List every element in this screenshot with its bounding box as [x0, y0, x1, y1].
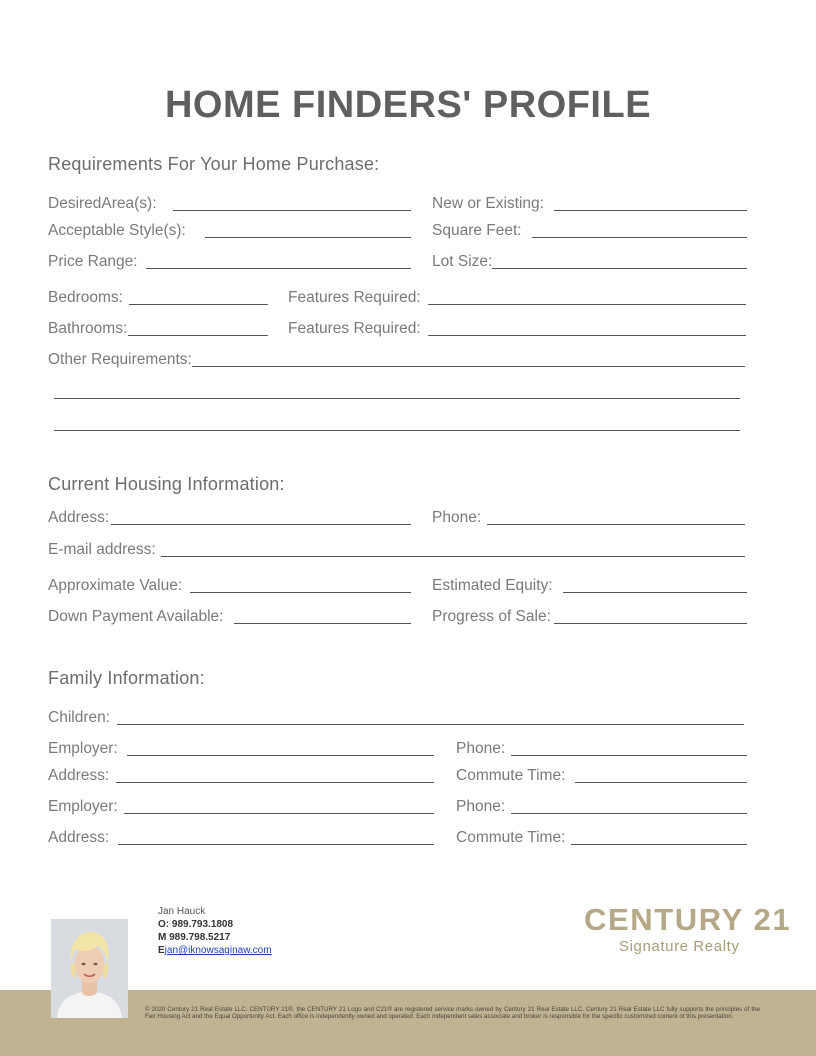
email-label: E-mail address:: [48, 541, 156, 558]
family-phone-field-1[interactable]: [511, 755, 747, 756]
legal-disclaimer: © 2020 Century 21 Real Estate LLC. CENTURY 21®, the CENTURY 21 Logo and C21® are registered service marks owned by Century 21 Real Estate LLC. Century 21 Real Estate LLC fully supports the principles of the Fair Housing Act and the Equal Opportunity Act. Each office is independently owned and operated. Each independent sales associate and broker is responsible for the specific customized content of this presentation.: [145, 1006, 760, 1021]
family-address-field-1[interactable]: [116, 782, 434, 783]
features-required-label-2: Features Required:: [288, 320, 421, 337]
children-field[interactable]: [117, 724, 744, 725]
century21-logo: CENTURY 21: [584, 902, 792, 937]
family-address-field-2[interactable]: [118, 844, 434, 845]
address-field[interactable]: [111, 524, 411, 525]
family-heading: Family Information:: [48, 668, 205, 688]
approximate-value-field[interactable]: [190, 592, 411, 593]
desired-area-field[interactable]: [173, 210, 411, 211]
employer-field-1[interactable]: [127, 755, 434, 756]
current-housing-heading: Current Housing Information:: [48, 474, 285, 494]
features-required-field-2[interactable]: [428, 335, 746, 336]
family-phone-label-2: Phone:: [456, 798, 506, 815]
new-or-existing-label: New or Existing:: [432, 195, 544, 212]
brand-subtitle: Signature Realty: [619, 938, 740, 955]
phone-label: Phone:: [432, 509, 482, 526]
square-feet-label: Square Feet:: [432, 222, 522, 239]
agent-photo: [51, 919, 128, 1018]
agent-email-row: [158, 945, 272, 956]
bathrooms-field[interactable]: [128, 335, 268, 336]
family-address-label-1: Address:: [48, 767, 110, 784]
estimated-equity-label: Estimated Equity:: [432, 577, 553, 594]
features-required-label-1: Features Required:: [288, 289, 421, 306]
family-address-label-2: Address:: [48, 829, 110, 846]
bedrooms-field[interactable]: [129, 304, 268, 305]
commute-time-field-1[interactable]: [575, 782, 747, 783]
other-requirements-line-2[interactable]: [54, 398, 740, 399]
commute-time-label-1: Commute Time:: [456, 767, 566, 784]
employer-label-1: Employer:: [48, 740, 118, 757]
agent-portrait-image: [51, 919, 128, 1018]
agent-office-phone-text: O: 989.793.1808: [158, 919, 234, 930]
family-phone-field-2[interactable]: [511, 813, 747, 814]
progress-of-sale-field[interactable]: [554, 623, 747, 624]
agent-mobile-phone: [158, 932, 230, 943]
agent-email-prefix: E: [158, 945, 165, 956]
agent-email-link[interactable]: jan@iknowsaginaw.com: [164, 945, 272, 956]
acceptable-styles-field[interactable]: [205, 237, 411, 238]
children-label: Children:: [48, 709, 111, 726]
employer-field-2[interactable]: [124, 813, 434, 814]
desired-area-label: DesiredArea(s):: [48, 195, 157, 212]
square-feet-field[interactable]: [532, 237, 747, 238]
family-phone-label-1: Phone:: [456, 740, 506, 757]
features-required-field-1[interactable]: [428, 304, 746, 305]
agent-office-phone: [158, 919, 233, 930]
commute-time-label-2: Commute Time:: [456, 829, 566, 846]
approximate-value-label: Approximate Value:: [48, 577, 183, 594]
other-requirements-field[interactable]: [192, 366, 745, 367]
new-or-existing-field[interactable]: [554, 210, 747, 211]
address-label: Address:: [48, 509, 110, 526]
price-range-field[interactable]: [146, 268, 411, 269]
estimated-equity-field[interactable]: [563, 592, 747, 593]
bedrooms-label: Bedrooms:: [48, 289, 123, 306]
progress-of-sale-label: Progress of Sale:: [432, 608, 551, 625]
agent-mobile-phone-text: M 989.798.5217: [158, 932, 231, 943]
requirements-heading: Requirements For Your Home Purchase:: [48, 154, 380, 174]
employer-label-2: Employer:: [48, 798, 118, 815]
down-payment-label: Down Payment Available:: [48, 608, 224, 625]
bathrooms-label: Bathrooms:: [48, 320, 128, 337]
agent-name: Jan Hauck: [158, 906, 206, 917]
phone-field[interactable]: [487, 524, 745, 525]
lot-size-label: Lot Size:: [432, 253, 493, 270]
other-requirements-label: Other Requirements:: [48, 351, 192, 368]
acceptable-styles-label: Acceptable Style(s):: [48, 222, 186, 239]
email-field[interactable]: [161, 556, 745, 557]
commute-time-field-2[interactable]: [571, 844, 747, 845]
lot-size-field[interactable]: [492, 268, 747, 269]
other-requirements-line-3[interactable]: [54, 430, 740, 431]
page-title: HOME FINDERS' PROFILE: [164, 84, 652, 126]
price-range-label: Price Range:: [48, 253, 138, 270]
down-payment-field[interactable]: [234, 623, 411, 624]
